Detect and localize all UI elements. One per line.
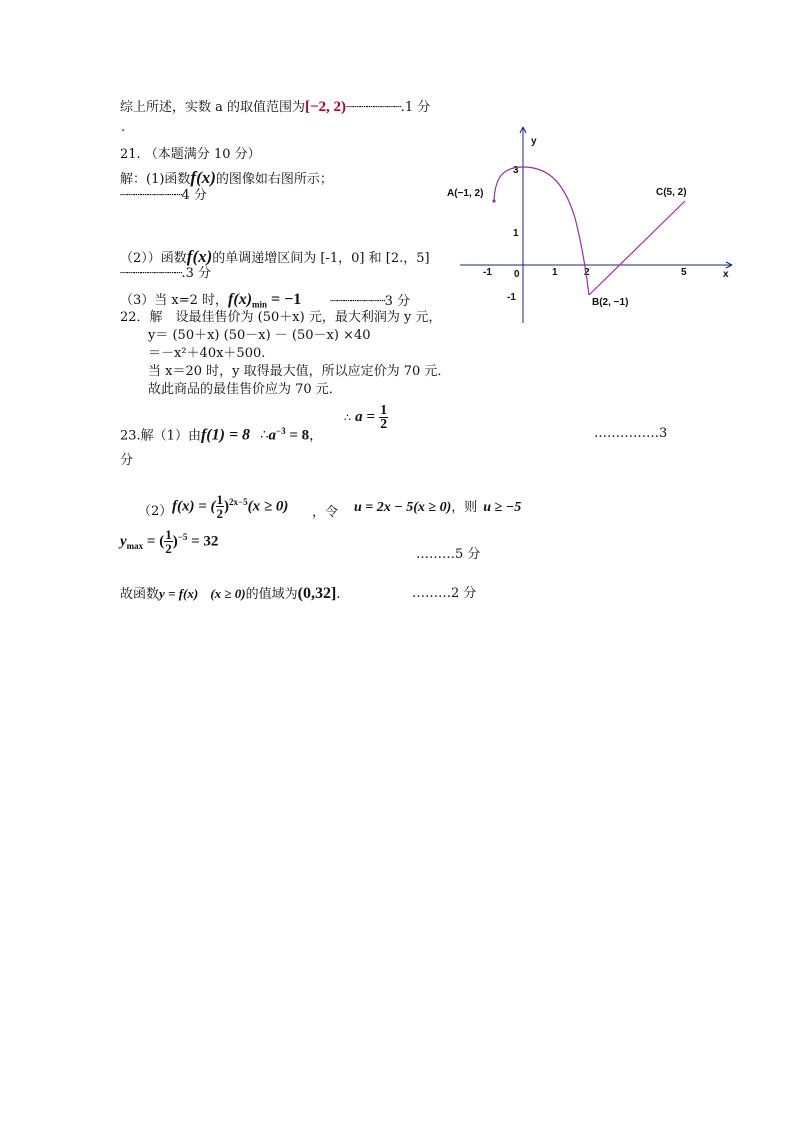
q23-part2-score: 5 分 bbox=[455, 547, 481, 562]
q23-part2-y-sub: max bbox=[126, 540, 144, 551]
q23-part1-prefix: 23.解（1）由 bbox=[120, 428, 201, 444]
q21-part3-math: f(x) bbox=[228, 291, 253, 308]
q21-part3-sub: min bbox=[252, 299, 268, 310]
q23-part3 bbox=[120, 584, 340, 605]
graph-axes bbox=[460, 127, 732, 323]
q23-part2-frac-num: 1 bbox=[216, 492, 224, 508]
q23-part3-fn: y = f(x) bbox=[159, 586, 199, 601]
q23-part3-period: . bbox=[336, 587, 341, 602]
q23-part2-y-exp: −5 bbox=[177, 532, 188, 542]
q23-part1-score: 3 bbox=[659, 426, 668, 441]
y-tick-1: 1 bbox=[513, 228, 519, 239]
q23-part2-u-line bbox=[354, 500, 521, 516]
q23-part1-score-wrap: 分 bbox=[120, 453, 134, 468]
q23-part1-eq2-sup: −3 bbox=[275, 426, 286, 436]
q21-part2-score-line bbox=[120, 266, 211, 282]
q23-part1-eq2: a bbox=[268, 427, 276, 444]
q23-part2-formula bbox=[172, 490, 288, 520]
q23-part1-frac-den: 2 bbox=[380, 417, 388, 432]
q23-part2-ymax bbox=[120, 524, 218, 559]
q23-part2-cond: (x ≥ 0) bbox=[247, 498, 289, 515]
therefore-symbol-2: ∴ bbox=[344, 411, 351, 424]
x-axis-label: x bbox=[723, 269, 729, 280]
q23-part1-eq3: a = bbox=[355, 409, 375, 425]
y-tick-neg1: -1 bbox=[507, 292, 516, 303]
q21-part3-score: 3 分 bbox=[384, 294, 411, 309]
x-tick-1: 1 bbox=[552, 267, 558, 278]
q23-part2-dots: ……… bbox=[416, 547, 455, 562]
q23-part2-u: u = 2x − 5(x ≥ 0) bbox=[354, 500, 452, 515]
linear-segment bbox=[589, 201, 685, 295]
q23-part3-range: (0,32] bbox=[297, 585, 337, 602]
q21-part2-suffix: 的单调递增区间为 [-1，0] 和 [2.，5] bbox=[212, 251, 430, 266]
q23-part2-exp: 2x−5 bbox=[229, 497, 248, 507]
q21-part1-dots: ┈┈┈┈┈┈┈┈┈ bbox=[120, 188, 182, 203]
q23-part1-comma: ， bbox=[309, 428, 323, 444]
q21-part1 bbox=[120, 170, 333, 188]
q23-part2-y-eq: = ( bbox=[143, 533, 165, 550]
q23-part1-frac bbox=[379, 404, 388, 431]
x-tick-neg1: -1 bbox=[483, 267, 492, 278]
q23-part3-prefix: 故函数 bbox=[120, 587, 160, 602]
graph-labels bbox=[447, 136, 729, 308]
origin-label: 0 bbox=[514, 269, 520, 280]
x-tick-2: 2 bbox=[584, 267, 590, 278]
q21-part2-prefix: （2））函数 bbox=[120, 251, 187, 266]
q23-part3-score: 2 分 bbox=[451, 586, 477, 601]
q23-part1-dots: …………… bbox=[594, 426, 659, 441]
q23-part1-score-line bbox=[594, 426, 667, 442]
conclusion-score: .1 分 bbox=[400, 100, 431, 115]
y-tick-3: 3 bbox=[513, 165, 519, 176]
q23-part2-let bbox=[312, 505, 338, 521]
q22-line2: y＝ (50＋x) (50－x) － (50－x) ×40 bbox=[148, 328, 371, 343]
q21-part1-score-line bbox=[120, 188, 207, 204]
point-c-label: C(5, 2) bbox=[656, 187, 687, 198]
q23-part1-eq2-rest: = 8 bbox=[285, 427, 310, 444]
conclusion-text: 综上所述，实数 a 的取值范围为 bbox=[120, 100, 306, 115]
q23-part2-label: （2） bbox=[138, 504, 173, 519]
q23-part2-close: ) bbox=[224, 498, 230, 515]
q23-part3-cond: (x ≥ 0) bbox=[210, 586, 246, 601]
q21-part3-dots: ┈┈┈┈┈┈┈┈ bbox=[330, 294, 385, 309]
q23-part2-y: y bbox=[120, 533, 127, 550]
q22-line1: 22．解 设最佳售价为 (50＋x) 元，最大利润为 y 元， bbox=[120, 310, 442, 325]
q23-part2-y-frac bbox=[164, 528, 173, 555]
q23-part3-score-line bbox=[412, 586, 476, 602]
q23-part2-comma: ，令 bbox=[312, 505, 339, 520]
q21-part3-prefix: （3）当 x=2 时， bbox=[120, 293, 229, 308]
conclusion-range: [−2, 2) bbox=[305, 99, 347, 115]
q23-part2-then: ，则 bbox=[451, 500, 478, 515]
q23-part2-y-close: ) bbox=[172, 533, 178, 550]
q21-part3-eq: = −1 bbox=[267, 291, 302, 308]
therefore-symbol: ∴ bbox=[260, 428, 269, 444]
q21-part3-score-line bbox=[330, 294, 410, 310]
q23-part2-u2: u ≥ −5 bbox=[483, 500, 522, 515]
q22-line5: 故此商品的最佳售价应为 70 元． bbox=[148, 382, 342, 397]
q23-part2 bbox=[138, 490, 289, 522]
q21-part2-dots: ┈┈┈┈┈┈┈┈┈ bbox=[120, 266, 182, 281]
x-tick-5: 5 bbox=[681, 267, 687, 278]
point-a-label: A(−1, 2) bbox=[447, 188, 484, 199]
q22-line4: 当 x＝20 时，y 取得最大值，所以应定价为 70 元． bbox=[148, 364, 451, 379]
q21-part1-fx: f(x) bbox=[190, 168, 216, 187]
q23-part2-y-val: = 32 bbox=[187, 533, 219, 550]
parabola-segment bbox=[494, 167, 589, 295]
q23-part2-frac-den: 2 bbox=[216, 506, 224, 522]
conclusion-line bbox=[120, 99, 430, 116]
conclusion-period: . bbox=[121, 120, 126, 135]
q22-line3: ＝－x²＋40x＋500. bbox=[148, 346, 266, 361]
q21-part1-suffix: 的图像如右图所示； bbox=[215, 172, 333, 187]
q23-part3-mid: 的值域为 bbox=[245, 587, 298, 602]
q23-part1-frac-num: 1 bbox=[380, 403, 388, 418]
q21-part1-score: 4 分 bbox=[181, 188, 207, 203]
point-b-label: B(2, −1) bbox=[592, 297, 629, 308]
q23-part2-y-frac-den: 2 bbox=[165, 541, 172, 557]
q23-part2-frac bbox=[216, 493, 225, 520]
q21-part2-score: .3 分 bbox=[181, 266, 211, 281]
q23-part1-result bbox=[344, 404, 388, 431]
q23-part2-score-line bbox=[416, 547, 480, 563]
q23-part2-f: f(x) = ( bbox=[172, 498, 216, 515]
y-axis-label: y bbox=[531, 136, 537, 147]
q21-title: 21. （本题满分 10 分） bbox=[120, 147, 261, 162]
q21-part1-prefix: 解：(1)函数 bbox=[120, 172, 191, 187]
q23-part3-dots: ……… bbox=[412, 586, 451, 601]
q21-part2-fx: f(x) bbox=[186, 247, 213, 266]
conclusion-dots: ┈┈┈┈┈┈┈┈ bbox=[346, 100, 401, 115]
point-a-marker bbox=[492, 199, 495, 202]
q23-part1-eq1: f(1) = 8 bbox=[200, 426, 251, 444]
q23-part2-y-frac-num: 1 bbox=[165, 527, 172, 543]
function-graph bbox=[445, 123, 745, 323]
q23-part1 bbox=[120, 420, 322, 447]
q21-part2 bbox=[120, 249, 430, 267]
